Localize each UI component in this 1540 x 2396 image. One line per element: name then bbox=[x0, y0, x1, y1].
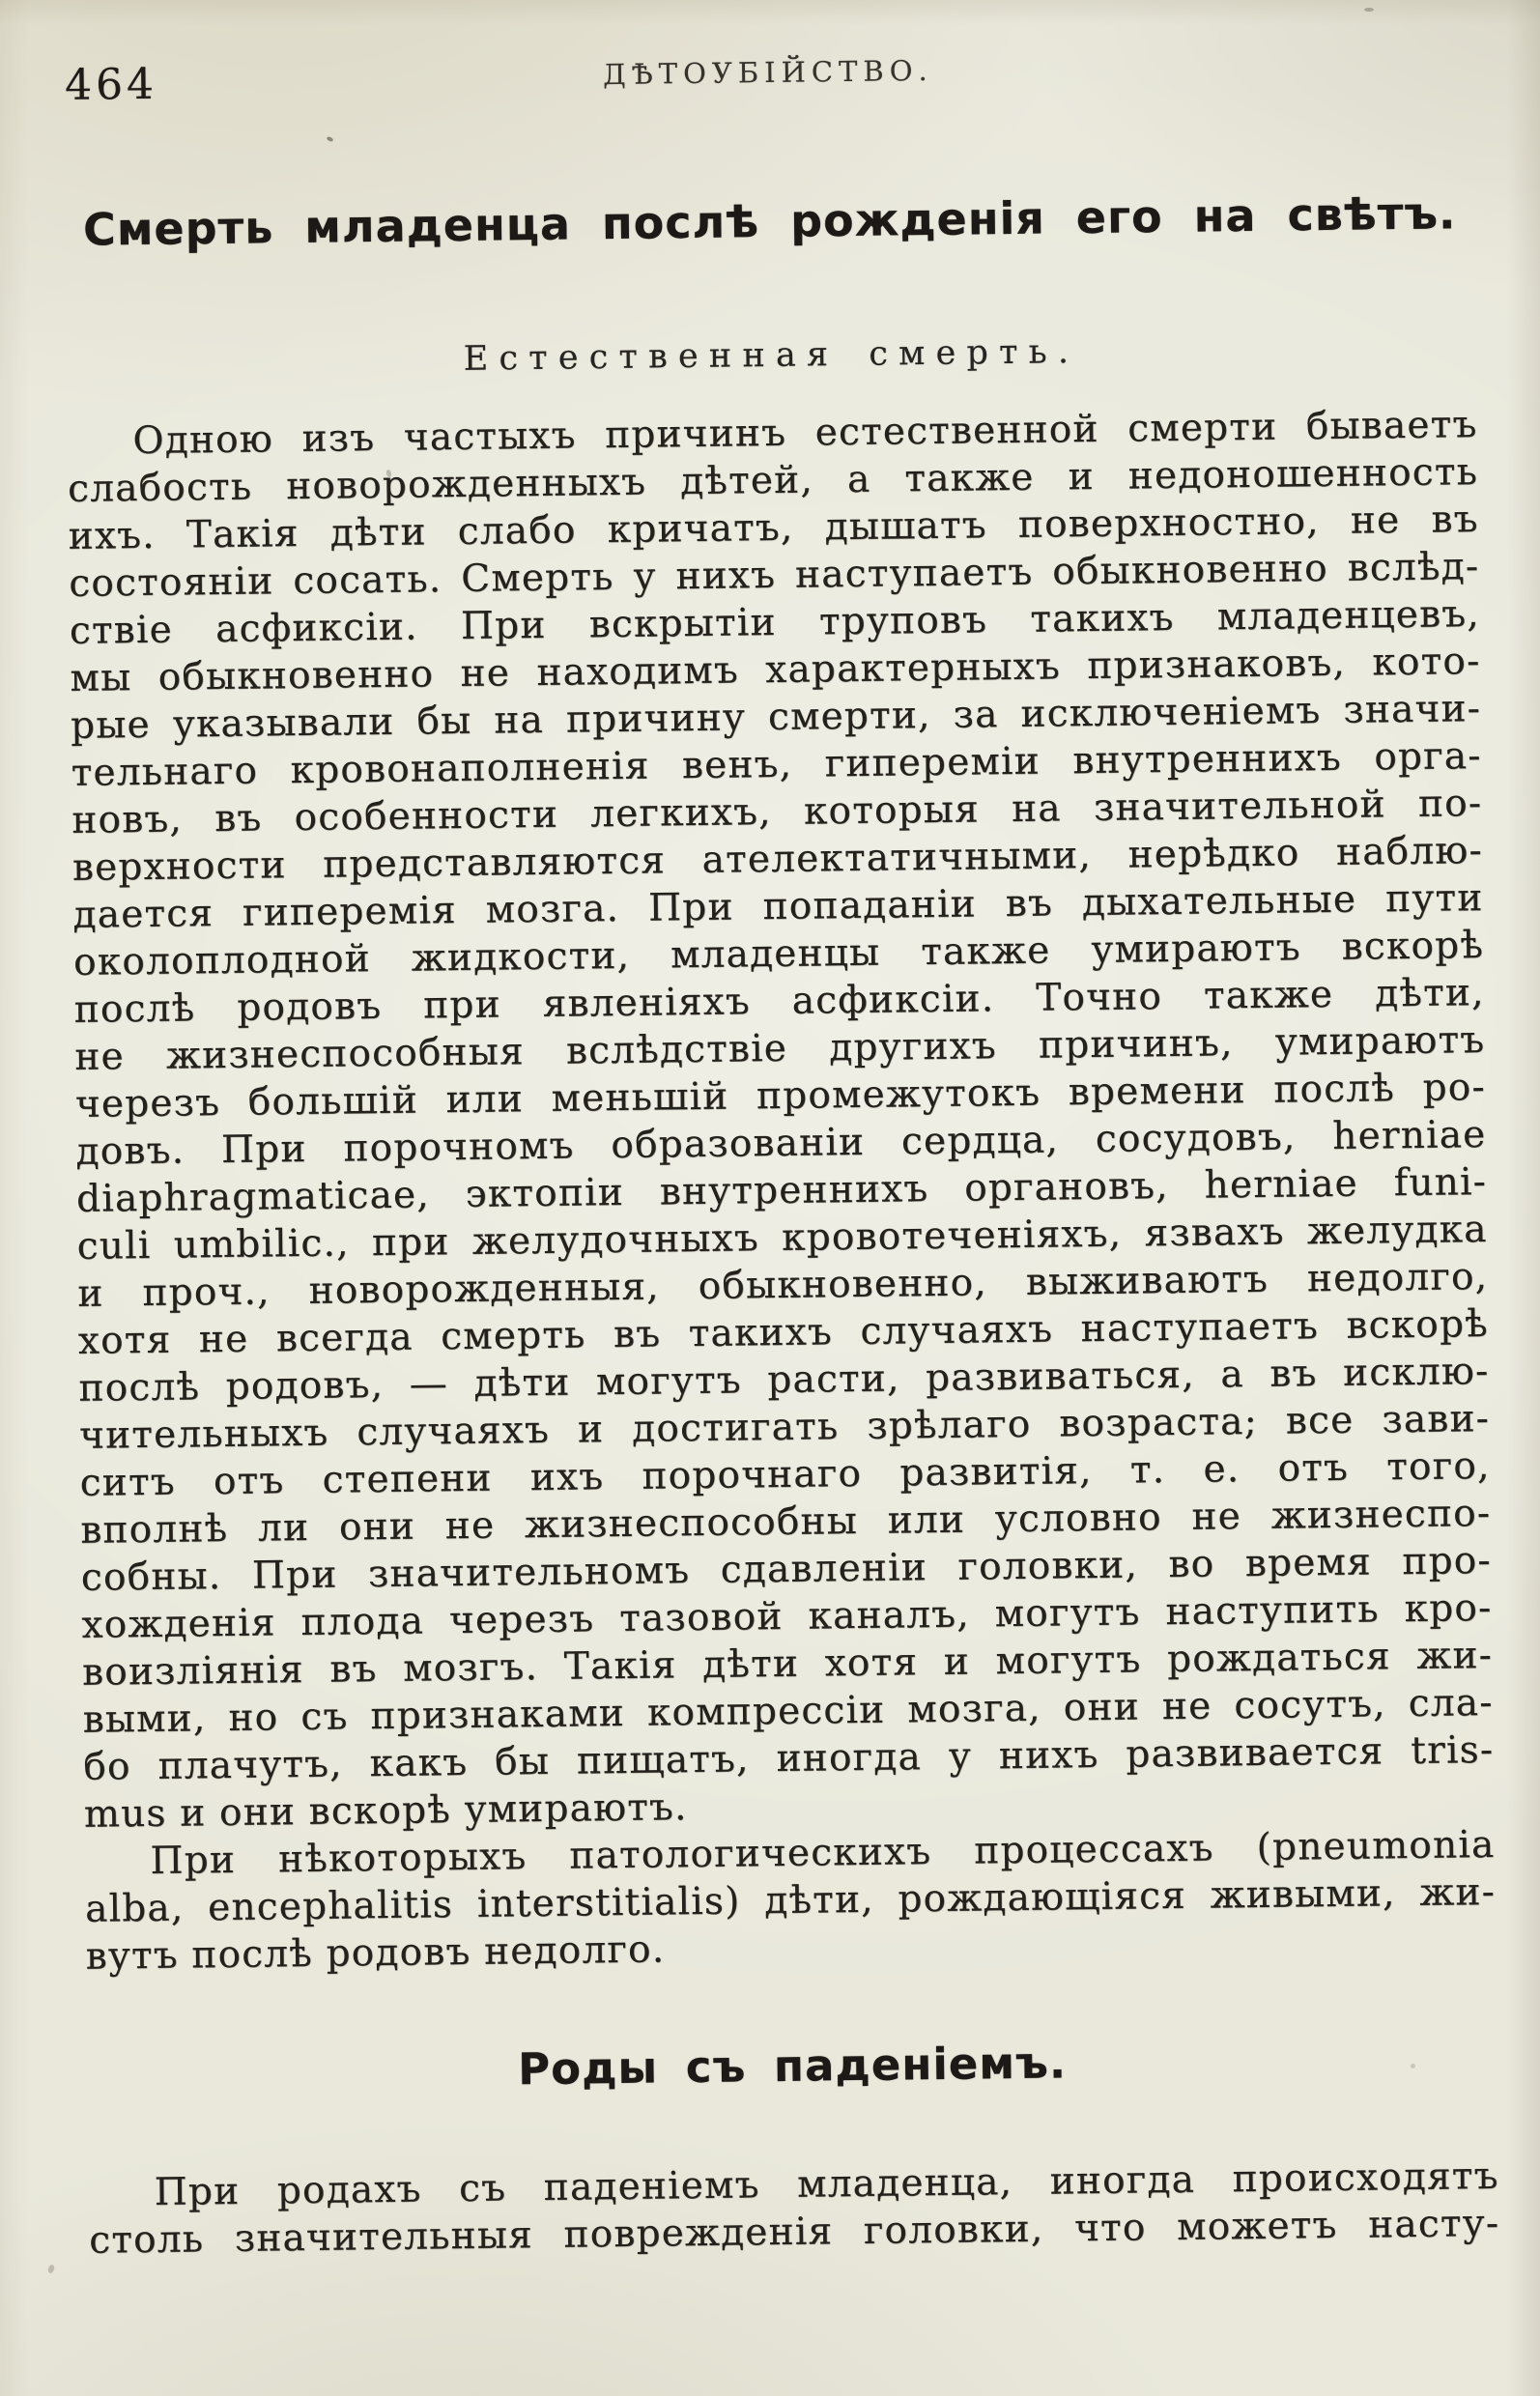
running-title: ДѢТОУБІЙСТВО. bbox=[602, 53, 933, 92]
page-content bbox=[62, 0, 1500, 2263]
text-line: новъ, въ особенности легкихъ, которыя на значительной по- bbox=[71, 782, 1483, 842]
text-line: ствіе асфиксіи. При вскрытіи труповъ такихъ младенцевъ, bbox=[69, 592, 1481, 653]
text-line: чительныхъ случаяхъ и достигать зрѣлаго возраста; все зави- bbox=[78, 1396, 1491, 1458]
text-line: послѣ родовъ, — дѣти могутъ расти, развиваться, а въ исклю- bbox=[78, 1349, 1490, 1411]
text-line: не жизнеспособныя вслѣдствіе другихъ причинъ, умираютъ bbox=[74, 1018, 1486, 1079]
text-line: слабость новорожденныхъ дѣтей, а также и недоношенность bbox=[67, 450, 1479, 511]
text-line: столь значительныя поврежденія головки, что можетъ насту- bbox=[89, 2201, 1500, 2263]
text-line: выми, но съ признаками компрессіи мозга, они не сосутъ, сла- bbox=[82, 1680, 1494, 1742]
text-line: Одною изъ частыхъ причинъ естественной смерти бываетъ bbox=[132, 403, 1478, 464]
text-line: При нѣкоторыхъ патологическихъ процессахъ (pneumonia bbox=[150, 1822, 1496, 1883]
text-line: ситъ отъ степени ихъ порочнаго развитія, т. е. отъ того, bbox=[79, 1443, 1491, 1505]
text-line: вутъ послѣ родовъ недолго. bbox=[85, 1927, 666, 1979]
text-line: довъ. При порочномъ образованіи сердца, сосудовъ, herniae bbox=[75, 1112, 1487, 1174]
text-line: хожденія плода черезъ тазовой каналъ, могутъ наступить кро- bbox=[81, 1585, 1493, 1647]
text-line: послѣ родовъ при явленіяхъ асфиксіи. Точно также дѣти, bbox=[73, 971, 1485, 1032]
text-line: culi umbilic., при желудочныхъ кровотеченіяхъ, язвахъ желудка bbox=[76, 1207, 1488, 1269]
text-line: тельнаго кровонаполненія венъ, гипереміи внутреннихъ орга- bbox=[71, 734, 1482, 795]
text-line: diaphragmaticae, эктопіи внутреннихъ органовъ, herniae funi- bbox=[75, 1159, 1488, 1221]
paper-speck bbox=[326, 136, 333, 143]
paragraph bbox=[67, 401, 1495, 1839]
page-header bbox=[63, 38, 1474, 113]
paragraph bbox=[84, 1821, 1497, 1981]
text-line: черезъ большій или меньшій промежутокъ времени послѣ ро- bbox=[74, 1065, 1487, 1127]
text-line: состояніи сосать. Смерть у нихъ наступаетъ обыкновенно вслѣд- bbox=[69, 545, 1480, 606]
text-line: При родахъ съ паденіемъ младенца, иногда происходятъ bbox=[154, 2154, 1499, 2214]
text-line: mus и они вскорѣ умираютъ. bbox=[83, 1785, 688, 1837]
text-line: alba, encephalitis interstitialis) дѣти, рождающіяся живыми, жи- bbox=[84, 1869, 1497, 1931]
text-line: верхности представляются ателектатичными, нерѣдко наблю- bbox=[71, 829, 1484, 890]
text-line: рые указывали бы на причину смерти, за исключеніемъ значи- bbox=[70, 687, 1482, 748]
text-line: вполнѣ ли они не жизнеспособны или условно не жизнеспо- bbox=[80, 1491, 1492, 1553]
text-line: и проч., новорожденныя, обыкновенно, выживаютъ недолго, bbox=[77, 1254, 1489, 1316]
text-line: бо плачутъ, какъ бы пищатъ, иногда у нихъ развивается tris- bbox=[83, 1727, 1495, 1789]
section-heading: Роды съ паденіемъ. bbox=[517, 2037, 1068, 2096]
paper-speck bbox=[47, 2264, 56, 2274]
body-text bbox=[67, 401, 1499, 2265]
text-line: околоплодной жидкости, младенцы также умираютъ вскорѣ bbox=[72, 924, 1485, 984]
text-line: ихъ. Такія дѣти слабо кричатъ, дышатъ поверхностно, не въ bbox=[68, 498, 1479, 558]
text-line: хотя не всегда смерть въ такихъ случаяхъ наступаетъ вскорѣ bbox=[77, 1301, 1490, 1363]
chapter-title: Смерть младенца послѣ рожденія его на свѣтъ. bbox=[82, 186, 1457, 256]
text-line: воизліянія въ мозгъ. Такія дѣти хотя и могутъ рождаться жи- bbox=[81, 1633, 1494, 1695]
text-line: собны. При значительномъ сдавленіи головки, во время про- bbox=[80, 1538, 1493, 1600]
subsection-title: Естественная смерть. bbox=[463, 332, 1080, 379]
text-line: мы обыкновенно не находимъ характерныхъ признаковъ, кото- bbox=[70, 640, 1481, 700]
paragraph bbox=[88, 2153, 1499, 2265]
paper-speck bbox=[1364, 8, 1374, 12]
page-number: 464 bbox=[64, 59, 158, 110]
text-line: дается гиперемія мозга. При попаданіи въ дыхательные пути bbox=[72, 876, 1484, 937]
